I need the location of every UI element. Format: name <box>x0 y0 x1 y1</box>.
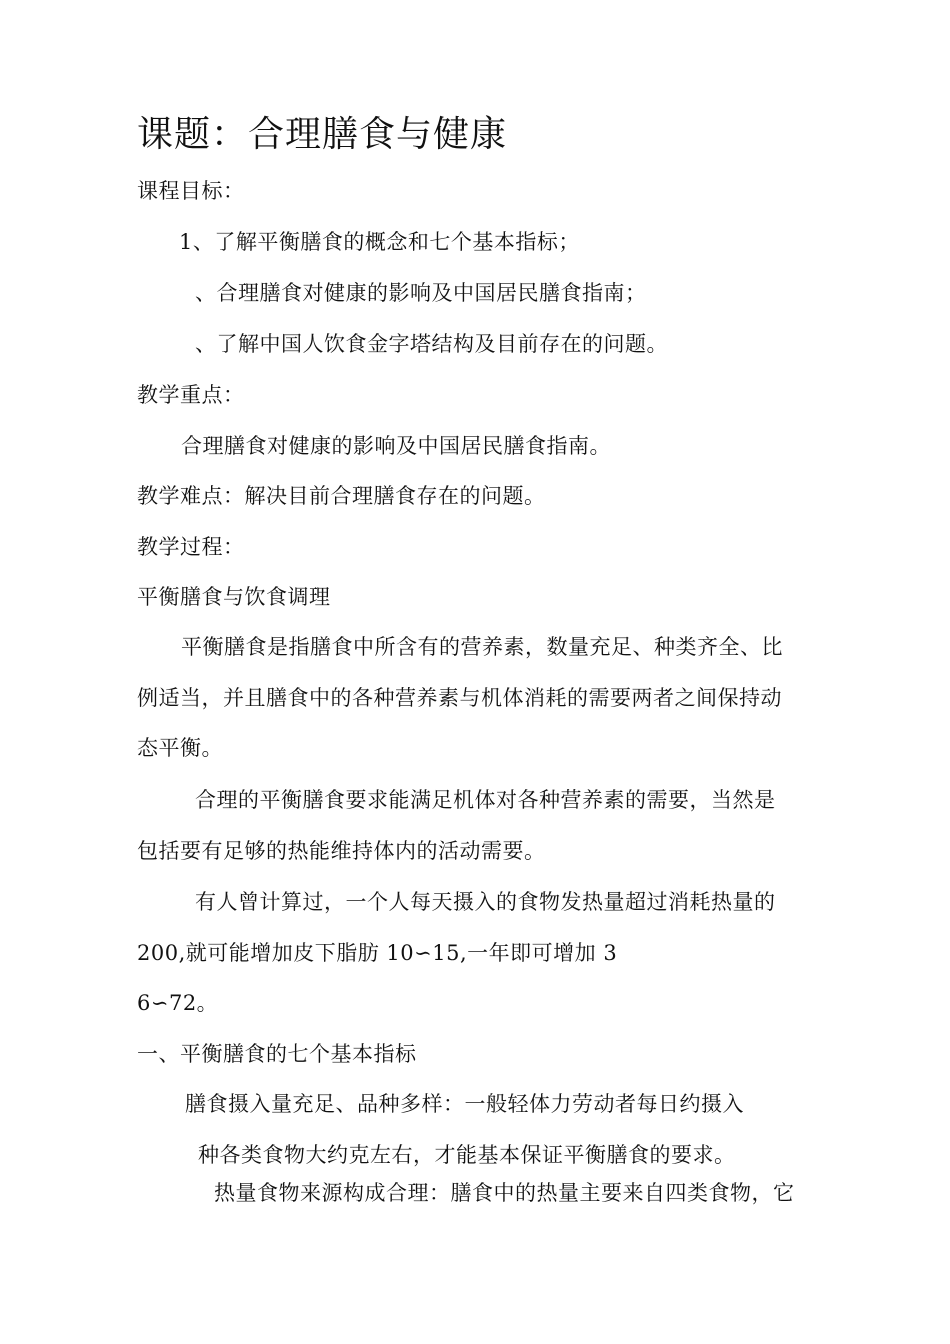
process-label: 教学过程： <box>137 535 245 559</box>
key-points-text: 合理膳食对健康的影响及中国居民膳食指南。 <box>181 434 611 458</box>
paragraph-line: 膳食摄入量充足、品种多样：一般轻体力劳动者每日约摄入 <box>185 1092 744 1116</box>
section-heading-1: 一、平衡膳食的七个基本指标 <box>137 1042 417 1066</box>
key-points-label: 教学重点： <box>137 383 245 407</box>
goal-item: 1、了解平衡膳食的概念和七个基本指标； <box>179 230 580 254</box>
paragraph-line: 热量食物来源构成合理：膳食中的热量主要来自四类食物，它 <box>214 1181 795 1205</box>
paragraph-line: 例适当，并且膳食中的各种营养素与机体消耗的需要两者之间保持动 <box>137 686 782 710</box>
difficulty-text: 教学难点：解决目前合理膳食存在的问题。 <box>137 484 546 508</box>
goal-item: 、合理膳食对健康的影响及中国居民膳食指南； <box>195 281 647 305</box>
page-title: 课题：合理膳食与健康 <box>137 114 508 155</box>
paragraph-line: 200,就可能增加皮下脂肪 10∽15,一年即可增加 3 <box>137 941 618 965</box>
course-goals-label: 课程目标： <box>137 179 245 203</box>
paragraph-line: 合理的平衡膳食要求能满足机体对各种营养素的需要，当然是 <box>195 788 776 812</box>
goal-item: 、了解中国人饮食金字塔结构及目前存在的问题。 <box>195 332 668 356</box>
section-heading: 平衡膳食与饮食调理 <box>137 585 331 609</box>
paragraph-line: 平衡膳食是指膳食中所含有的营养素，数量充足、种类齐全、比 <box>181 635 783 659</box>
paragraph-line: 有人曾计算过，一个人每天摄入的食物发热量超过消耗热量的 <box>195 890 776 914</box>
paragraph-line: 种各类食物大约克左右，才能基本保证平衡膳食的要求。 <box>198 1143 736 1167</box>
paragraph-line: 6∽72。 <box>137 991 219 1015</box>
paragraph-line: 态平衡。 <box>137 736 223 760</box>
paragraph-line: 包括要有足够的热能维持体内的活动需要。 <box>137 839 546 863</box>
